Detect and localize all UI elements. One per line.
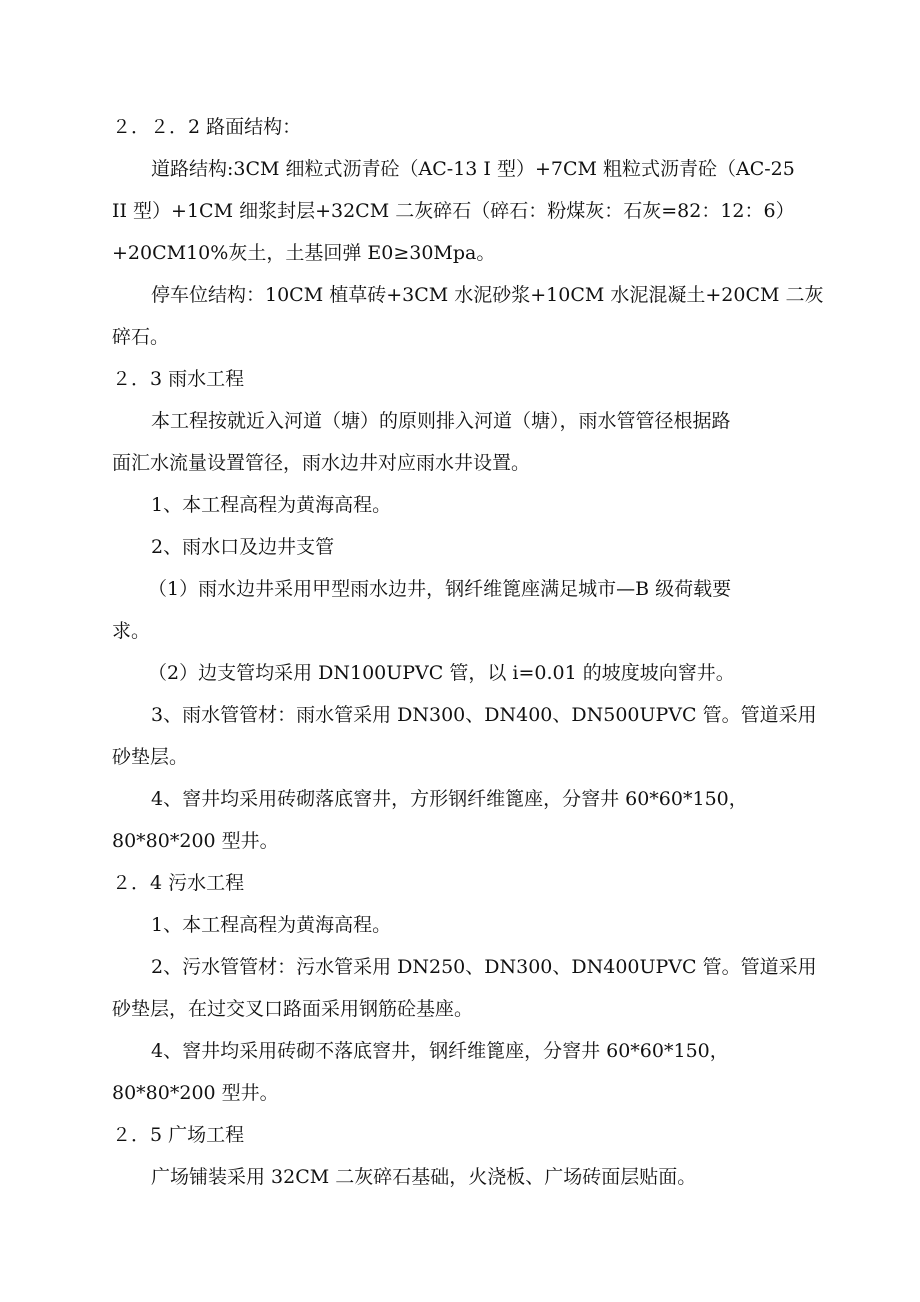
paragraph-line: 道路结构:3CM 细粒式沥青砼（AC-13 Ⅰ 型）+7CM 粗粒式沥青砼（AC-25 bbox=[151, 158, 795, 180]
paragraph-line: 砂垫层。 bbox=[112, 746, 189, 768]
paragraph-line: 80*80*200 型井。 bbox=[112, 830, 279, 852]
list-item: 1、本工程高程为黄海高程。 bbox=[151, 914, 392, 936]
section-heading-2-4: ２．4 污水工程 bbox=[112, 872, 245, 894]
paragraph-line: 求。 bbox=[112, 620, 151, 642]
list-item: 4、窨井均采用砖砌不落底窨井，钢纤维篦座，分窨井 60*60*150， bbox=[151, 1040, 729, 1062]
section-heading-2-5: ２．5 广场工程 bbox=[112, 1124, 245, 1146]
section-heading-2-3: ２．3 雨水工程 bbox=[112, 368, 245, 390]
list-item: 2、污水管管材：污水管采用 DN250、DN300、DN400UPVC 管。管道采用 bbox=[151, 956, 817, 978]
paragraph-line: 砂垫层，在过交叉口路面采用钢筋砼基座。 bbox=[112, 998, 474, 1020]
list-item: （2）边支管均采用 DN100UPVC 管，以 i=0.01 的坡度坡向窨井。 bbox=[148, 662, 735, 684]
list-item: 3、雨水管管材：雨水管采用 DN300、DN400、DN500UPVC 管。管道采用 bbox=[151, 704, 817, 726]
list-item: 2、雨水口及边井支管 bbox=[151, 536, 335, 558]
paragraph-line: 80*80*200 型井。 bbox=[112, 1082, 279, 1104]
list-item: 4、窨井均采用砖砌落底窨井，方形钢纤维篦座，分窨井 60*60*150， bbox=[151, 788, 748, 810]
paragraph-line: 广场铺装采用 32CM 二灰碎石基础，火浇板、广场砖面层贴面。 bbox=[151, 1166, 697, 1188]
document-body bbox=[112, 106, 824, 1198]
paragraph-line: II 型）+1CM 细浆封层+32CM 二灰碎石（碎石：粉煤灰：石灰=82：12：6） bbox=[112, 200, 795, 222]
paragraph-line: 本工程按就近入河道（塘）的原则排入河道（塘），雨水管管径根据路 bbox=[151, 410, 731, 432]
paragraph-line: 碎石。 bbox=[112, 326, 170, 348]
paragraph-line: 面汇水流量设置管径，雨水边井对应雨水井设置。 bbox=[112, 452, 531, 474]
paragraph-line: +20CM10%灰土，土基回弹 E0≥30Mpa。 bbox=[112, 242, 496, 264]
section-heading-2-2-2: ２．２．2 路面结构： bbox=[112, 116, 302, 138]
list-item: （1）雨水边井采用甲型雨水边井，钢纤维篦座满足城市—B 级荷载要 bbox=[148, 578, 732, 600]
paragraph-line: 停车位结构：10CM 植草砖+3CM 水泥砂浆+10CM 水泥混凝土+20CM 二灰 bbox=[151, 284, 824, 306]
list-item: 1、本工程高程为黄海高程。 bbox=[151, 494, 392, 516]
